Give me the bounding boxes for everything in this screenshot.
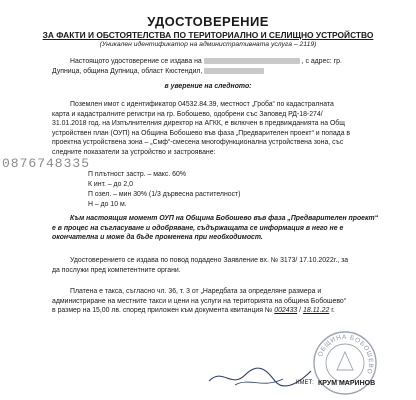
redacted-name — [204, 58, 300, 64]
param-intensity: К инт. – до 2,0 — [88, 181, 133, 188]
document-title: УДОСТОВЕРЕНИЕ — [147, 14, 269, 29]
param-density: П плътност застр. – макс. 60% — [88, 171, 186, 178]
body-p3-line: Удостоверението се издава по повод подадено Заявление вх. № 3173/ 17.10.2022г., за — [70, 257, 349, 264]
body-p2-line: Към настоящия момент ОУП на Община Бобошево във фаза „Предварителен проект“ — [70, 215, 379, 222]
receipt-date: 18.11.22 — [303, 307, 330, 315]
mayor-title: КМЕТ: — [296, 380, 314, 386]
receipt-number: 002433 — [274, 307, 298, 315]
redacted-address — [204, 68, 264, 74]
body-p1-line: карта и кадастралните регистри на гр. Бобошево, одобрени със Заповед РД-18-274/ — [52, 110, 323, 118]
body-p1-line: следните показатели за устройство и застрояване: — [52, 149, 216, 156]
document-subtitle: ЗА ФАКТИ И ОБСТОЯТЕЛСТВА ПО ТЕРИТОРИАЛНО И СЕЛИЩНО УСТРОЙСТВО — [42, 30, 374, 40]
intro-line-2: Дупница, община Дупница, област Кюстендил, — [52, 67, 402, 77]
body-p1-line: Поземлен имот с идентификатор 04532.84.39, местност „Гроба“ по кадастралната — [70, 101, 334, 108]
intro-line-1: Настоящото удостоверение се издава на , с адрес: гр. — [70, 58, 342, 65]
body-p1-line: проектна устройствена зона – „Смф“-смесена многофункционална устройствена зона, със — [52, 139, 344, 147]
param-greenery: П озел. – мин 30% (1/3 дървесна растителност) — [88, 191, 241, 198]
stamp-text: ОБЩИНА БОБОШЕВО — [316, 333, 375, 376]
signature-scribble — [205, 363, 315, 393]
body-p1-line: устройствен план (ОУП) на Община Бобошево във фаза „Предварителен проект“ и попада в — [52, 129, 351, 137]
certifies-heading: в уверение на следното: — [164, 83, 252, 90]
body-p4-line: в размер на 15,00 лв. според приложен към документа квитанция № 002433 / 18.11.22 г. — [52, 307, 335, 315]
body-p3-line: да послужи пред компетентните органи. — [52, 266, 181, 274]
body-p4-line: администриране на местните такси и цени на услуги на територията на община Бобошево“ — [52, 297, 347, 305]
service-identifier: (Уникален идентификатор на административната услуга – 2119) — [99, 41, 317, 48]
body-p4-line: Платена е такса, съгласно чл. 36, т. 3 от „Наредбата за определяне размера и — [70, 288, 322, 295]
mayor-name: КРУМ МАРИНОВ — [318, 380, 376, 387]
body-p2-line: е в процес на съгласуване и одобряване, съдържащата се информация в него не е — [52, 224, 344, 232]
body-p2-line: окончателна и може да бъде променена при необходимост. — [52, 234, 263, 242]
phone-watermark: 0876748335 — [2, 156, 91, 171]
param-height: Н – до 10 м. — [88, 201, 127, 208]
body-p1-line: 31.01.2018 год. на Изпълнителния директор на АГКК, е включен в предвижданията на Общ — [52, 120, 345, 128]
